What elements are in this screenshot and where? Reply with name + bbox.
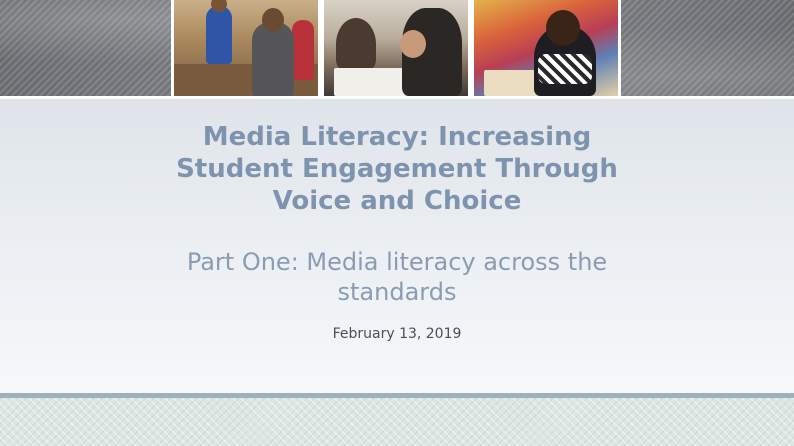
slide-date: February 13, 2019 (332, 326, 462, 342)
header-band (0, 0, 794, 96)
slide-subtitle-line: standards (337, 278, 457, 306)
slide-title-line: Media Literacy: Increasing (202, 122, 592, 152)
classroom-lab-students-photo (171, 0, 321, 96)
slide-title (120, 121, 674, 217)
slide-subtitle-line: Part One: Media literacy across the (186, 248, 608, 276)
student-reading-photo (471, 0, 621, 96)
slide-title-line: Student Engagement Through (176, 154, 618, 184)
slide-title-line: Voice and Choice (272, 186, 522, 216)
footer-band (0, 398, 794, 446)
slide-subtitle (120, 247, 674, 307)
slide-body (0, 99, 794, 393)
students-writing-photo (321, 0, 471, 96)
